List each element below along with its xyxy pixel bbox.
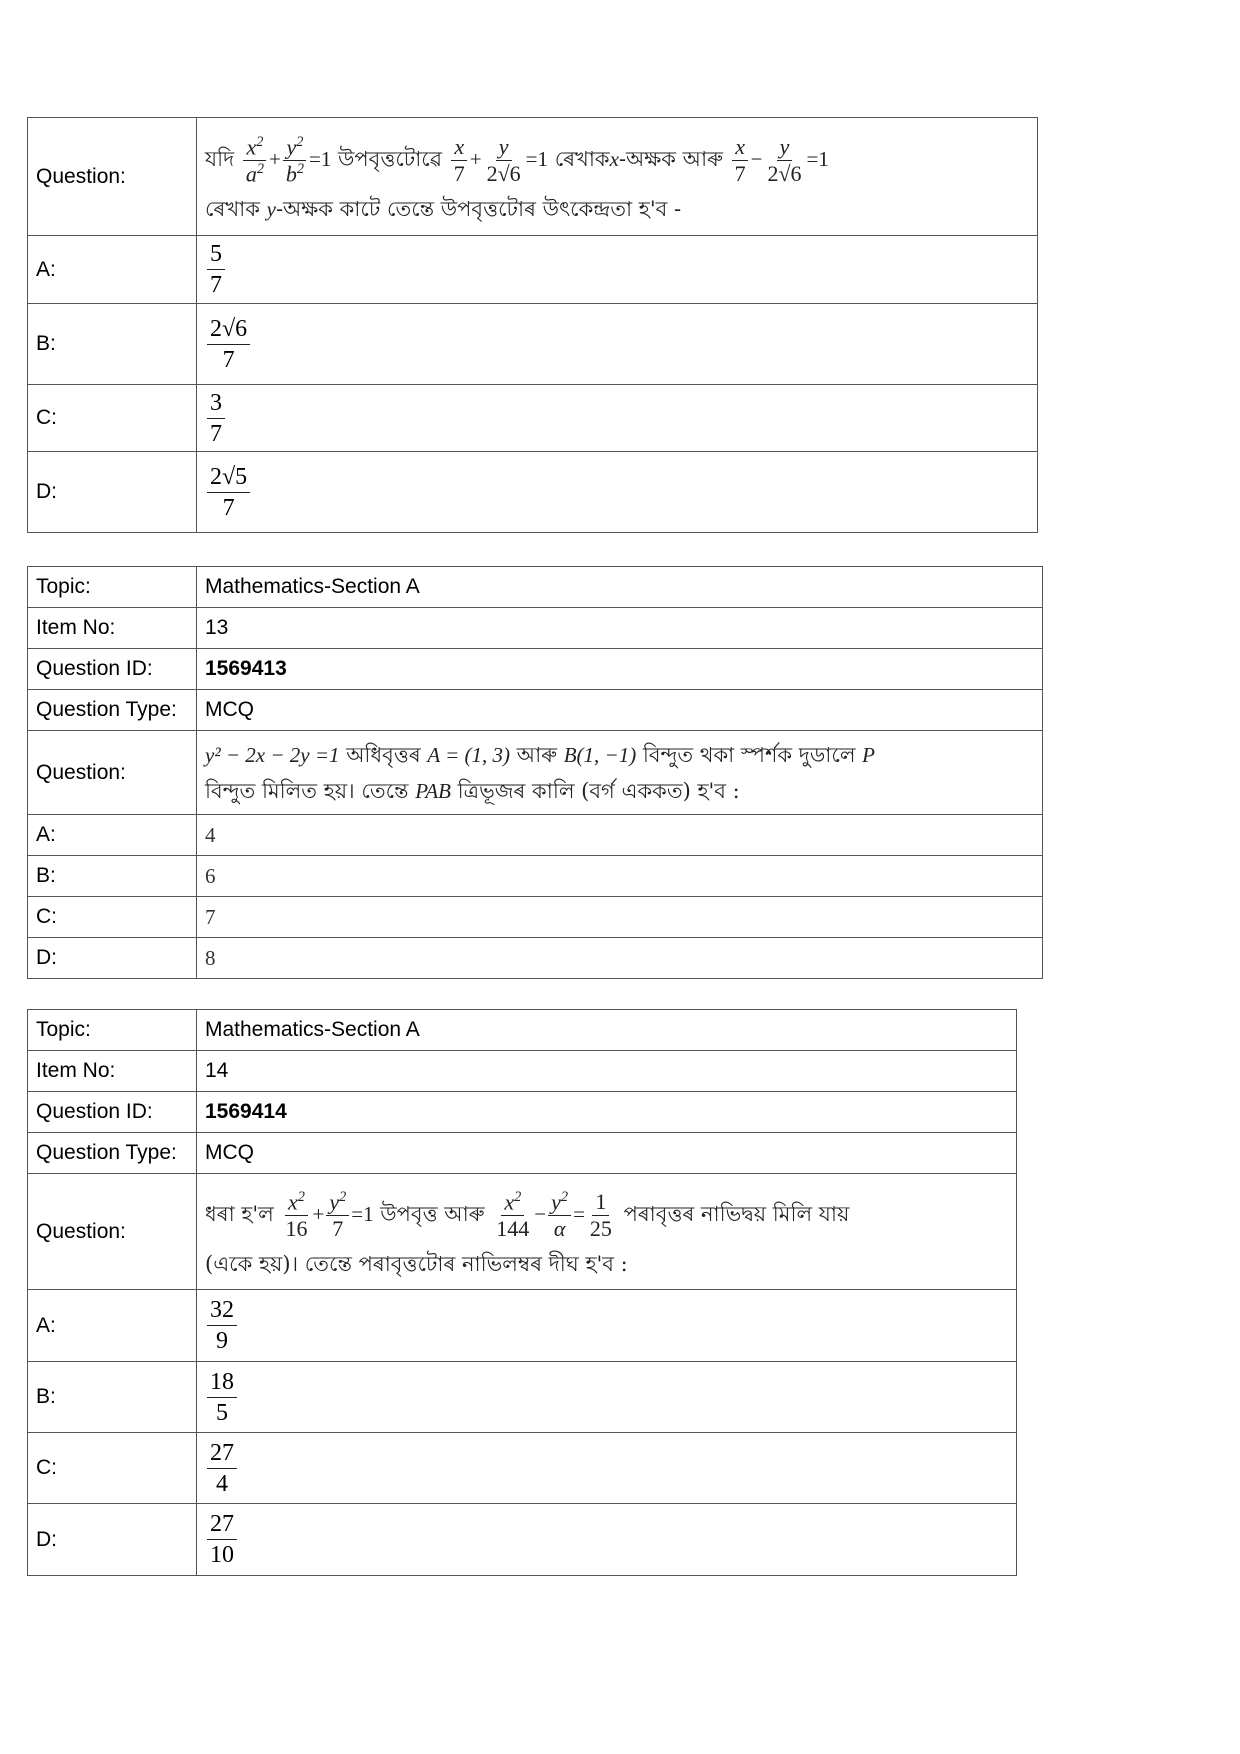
option-d-denominator: 10 [210,1542,234,1568]
option-a-denominator: 9 [216,1328,228,1354]
question-type-value: MCQ [197,1133,1017,1174]
question-text-part: ৰেখাক [554,146,610,171]
option-a-label: A: [28,236,197,304]
option-c-label: C: [28,897,197,938]
question-text-part: বিন্দুত থকা স্পৰ্শক দুডালে [642,742,856,767]
option-d-numerator: 27 [207,1509,237,1540]
question-id-value: 1569413 [197,649,1043,690]
question-type-label: Question Type: [28,1133,197,1174]
question-text [197,731,1043,815]
option-a [197,236,1038,304]
question-table-14 [27,1009,1017,1576]
option-d [197,452,1038,533]
question-label: Question: [28,118,197,236]
option-a [197,1290,1017,1362]
question-text: ধৰা হ'ল $\frac{x^2}{16}$ + $\frac{y^2}{7}$ =1 উপবৃত্ত আৰু $\frac{x^2}{144}$ − $\frac{y^2}{\alpha}$ = $\frac{1}{25}$ পৰাবৃত্তৰ নাভিদ্বয় মিলি যায় (একে হয়)। তেন্তে পৰাবৃত্তটোৰ নাভিলম্বৰ দীঘ হ'ব : [197,1174,1017,1290]
question-equation: y² − 2x − 2y =1 [205,742,340,767]
option-d-denominator: 7 [222,494,235,521]
option-d: 8 [197,938,1043,979]
option-b [197,1362,1017,1433]
question-point: A = (1, 3) [427,742,511,767]
question-text-part: বিন্দুত মিলিত হয়। তেন্তে [205,778,409,803]
option-c: 7 [197,897,1043,938]
option-c-label: C: [28,1433,197,1504]
option-a-numerator: 32 [207,1295,237,1326]
option-a-label: A: [28,1290,197,1362]
question-text-part: ধৰা হ'ল [205,1201,274,1226]
option-a: 4 [197,815,1043,856]
topic-label: Topic: [28,1010,197,1051]
question-text-part: উপবৃত্তটোৱে [338,146,443,171]
option-b-denominator: 7 [222,346,235,373]
question-point: B(1, −1) [563,742,637,767]
option-a-numerator: 5 [207,239,225,270]
item-no-value: 13 [197,608,1043,649]
question-text-part: উপবৃত্ত আৰু [380,1201,485,1226]
question-text-part: ৰেখাক [205,196,260,221]
option-b-numerator: 2√6 [207,314,250,345]
question-text-part: ত্ৰিভূজৰ কালি (বৰ্গ এককত) হ'ব : [457,778,740,803]
option-b-label: B: [28,856,197,897]
option-b-denominator: 5 [216,1399,228,1426]
option-d-label: D: [28,452,197,533]
option-b-label: B: [28,304,197,385]
option-b: 6 [197,856,1043,897]
question-text-part: পৰাবৃত্তৰ নাভিদ্বয় মিলি যায় [623,1201,850,1226]
question-id-value: 1569414 [197,1092,1017,1133]
option-d [197,1504,1017,1576]
option-d-numerator: 2√5 [207,462,250,493]
option-c-label: C: [28,385,197,452]
option-c [197,385,1038,452]
question-label: Question: [28,731,197,815]
question-label: Question: [28,1174,197,1290]
question-triangle: PAB [415,778,451,803]
option-c [197,1433,1017,1504]
option-b [197,304,1038,385]
option-d-label: D: [28,938,197,979]
question-table-12 [27,117,1038,533]
question-type-value: MCQ [197,690,1043,731]
question-text-part: (একে হয়)। তেন্তে পৰাবৃত্তটোৰ নাভিলম্বৰ দীঘ হ'ব : [205,1251,628,1276]
question-id-label: Question ID: [28,1092,197,1133]
question-table-13 [27,566,1043,979]
topic-label: Topic: [28,567,197,608]
item-no-label: Item No: [28,608,197,649]
question-point: P [862,742,875,767]
option-a-label: A: [28,815,197,856]
item-no-label: Item No: [28,1051,197,1092]
option-c-denominator: 7 [210,420,222,447]
option-c-numerator: 27 [207,1438,237,1469]
option-b-numerator: 18 [207,1367,237,1398]
item-no-value: 14 [197,1051,1017,1092]
question-text-part: -অক্ষক আৰু [618,146,723,171]
question-text-part: অধিবৃত্তৰ [346,742,421,767]
question-text-part: যদি [205,146,235,171]
option-d-label: D: [28,1504,197,1576]
topic-value: Mathematics-Section A [197,567,1043,608]
option-a-denominator: 7 [210,272,222,298]
option-c-denominator: 4 [216,1470,228,1497]
option-c-numerator: 3 [207,388,225,419]
question-text: যদি $\frac{x^2}{a^2}$ + $\frac{y^2}{b^2}$ =1 উপবৃত্তটোৱে $\frac{x}{7}$ + $\frac{y}{2√6}$ =1 ৰেখাকx-অক্ষক আৰু $\frac{x}{7}$ − $\frac{y}{2√6}$ =1 ৰেখাক y-অক্ষক কাটে তেন্তে উপবৃত্তটোৰ উৎকেন্দ্ৰতা হ'ব - [197,118,1038,236]
question-id-label: Question ID: [28,649,197,690]
topic-value: Mathematics-Section A [197,1010,1017,1051]
question-text-part: আৰু [516,742,558,767]
question-text-part: -অক্ষক কাটে তেন্তে উপবৃত্তটোৰ উৎকেন্দ্ৰতা হ'ব - [275,196,682,221]
option-b-label: B: [28,1362,197,1433]
question-type-label: Question Type: [28,690,197,731]
